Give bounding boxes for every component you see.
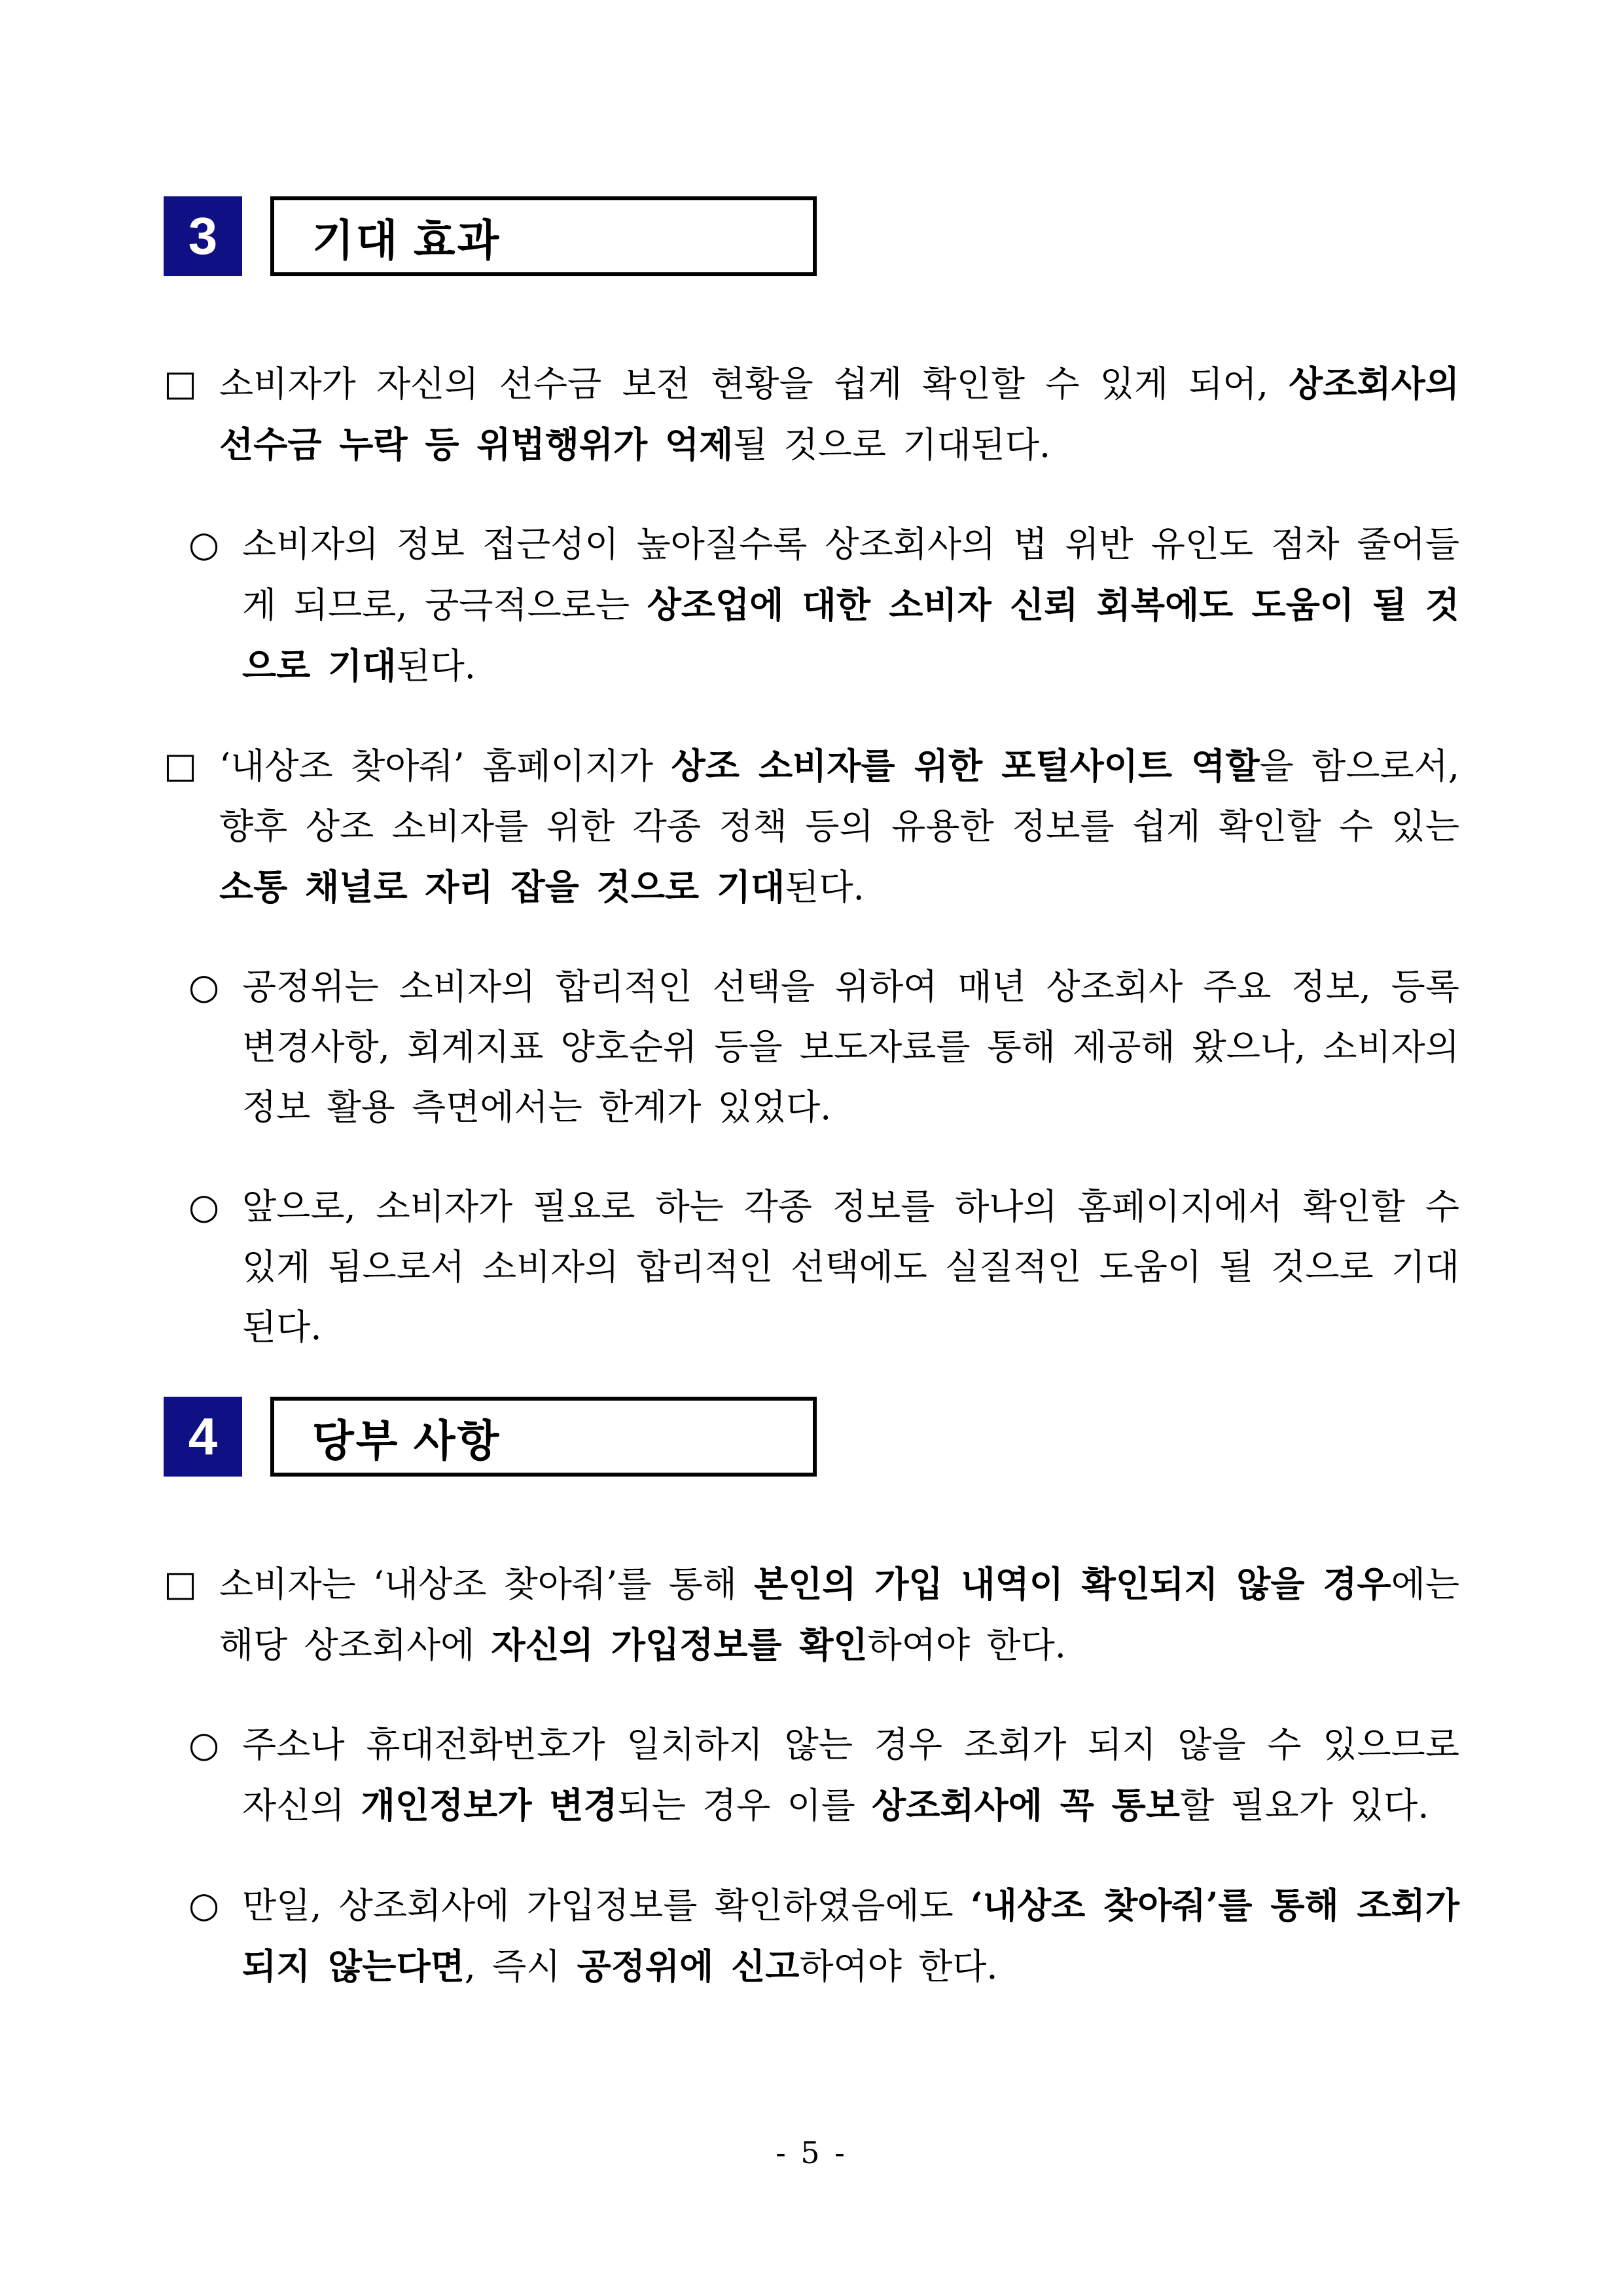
bullet-circle-marker: ○ <box>188 524 220 565</box>
section-title: 기대 효과 <box>312 215 501 264</box>
section-4 <box>164 1397 1459 1997</box>
text-segment: 상조업에 대한 소비자 신뢰 회복에도 도움이 될 것으로 기대 <box>242 584 1459 687</box>
paragraph <box>164 1715 1459 1836</box>
bullet-square-marker: □ <box>164 745 198 786</box>
section-title-box <box>270 1397 817 1477</box>
text-segment: 본인의 가입 내역이 확인되지 않을 경우 <box>754 1563 1391 1605</box>
text-segment: 상조회사에 꼭 통보 <box>872 1784 1181 1826</box>
paragraph <box>164 1554 1459 1676</box>
section-title: 당부 사항 <box>312 1416 501 1465</box>
section-3 <box>164 196 1459 1357</box>
text-segment: 자신의 가입정보를 확인 <box>491 1624 868 1666</box>
paragraph <box>164 353 1459 475</box>
paragraph <box>164 1875 1459 1997</box>
bullet-circle-marker: ○ <box>188 966 220 1007</box>
text-segment: 되는 경우 이를 <box>617 1785 872 1826</box>
text-segment: 앞으로, 소비자가 필요로 하는 각종 정보를 하나의 홈페이지에서 확인할 수 있게 됨으로서 소비자의 합리적인 선택에도 실질적인 도움이 될 것으로 기대된다. <box>242 1186 1459 1348</box>
paragraph <box>164 514 1459 696</box>
text-segment: 하여야 한다. <box>799 1946 998 1987</box>
bullet-circle-marker: ○ <box>188 1884 220 1926</box>
page-number: - 5 - <box>776 2135 847 2170</box>
text-segment: ‘내상조 찾아줘’ 홈페이지가 <box>219 745 671 787</box>
document-page <box>164 196 1459 2036</box>
text-segment: , 즉시 <box>464 1946 577 1987</box>
paragraph <box>164 1177 1459 1357</box>
section-number-badge: 4 <box>164 1397 242 1477</box>
text-segment: 된다. <box>396 645 476 687</box>
text-segment: 개인정보가 변경 <box>361 1784 618 1826</box>
text-segment: 소비자의 정보 접근성이 높아질수록 상조회사의 법 위반 유인도 점차 줄어들게 되므로, 궁극적으로는 <box>242 524 1459 626</box>
text-segment: 공정위에 신고 <box>577 1945 800 1987</box>
text-segment: 된다. <box>785 867 865 908</box>
section-header <box>164 196 1459 276</box>
text-segment: 을 함으로서, 향후 상조 소비자를 위한 각종 정책 등의 유용한 정보를 쉽게 확인할 수 있는 <box>219 745 1459 847</box>
text-segment: 상조 소비자를 위한 포털사이트 역할 <box>671 745 1260 787</box>
bullet-square-marker: □ <box>164 363 198 404</box>
text-segment: 주소나 휴대전화번호가 일치하지 않는 경우 조회가 되지 않을 수 있으므로 자신의 <box>242 1724 1459 1826</box>
bullet-circle-marker: ○ <box>188 1186 220 1227</box>
text-segment: 소비자가 자신의 선수금 보전 현황을 쉽게 확인할 수 있게 되어, <box>219 363 1289 404</box>
section-number-badge: 3 <box>164 196 242 276</box>
paragraph <box>164 957 1459 1138</box>
bullet-circle-marker: ○ <box>188 1724 220 1765</box>
text-segment: 하여야 한다. <box>867 1624 1066 1666</box>
text-segment: 만일, 상조회사에 가입정보를 확인하였음에도 <box>242 1885 971 1926</box>
text-segment: ‘내상조 찾아줘’를 통해 조회가 되지 않는다면 <box>242 1884 1459 1987</box>
section-header <box>164 1397 1459 1477</box>
text-segment: 소통 채널로 자리 잡을 것으로 기대 <box>219 866 785 908</box>
sections-root <box>164 196 1459 1997</box>
paragraph <box>164 736 1459 918</box>
text-segment: 소비자는 ‘내상조 찾아줘’를 통해 <box>219 1564 755 1605</box>
text-segment: 될 것으로 기대된다. <box>733 424 1051 465</box>
text-segment: 공정위는 소비자의 합리적인 선택을 위하여 매년 상조회사 주요 정보, 등록 변경사항, 회계지표 양호순위 등을 보도자료를 통해 제공해 왔으나, 소비자의 정보 활용 측면에서는 한계가 있었다. <box>242 966 1459 1128</box>
text-segment: 할 필요가 있다. <box>1180 1785 1429 1826</box>
section-title-box <box>270 196 817 276</box>
text-segment: 에는 해당 상조회사에 <box>219 1564 1460 1666</box>
bullet-square-marker: □ <box>164 1563 198 1604</box>
text-segment: 상조회사의 선수금 누락 등 위법행위가 억제 <box>219 363 1459 465</box>
